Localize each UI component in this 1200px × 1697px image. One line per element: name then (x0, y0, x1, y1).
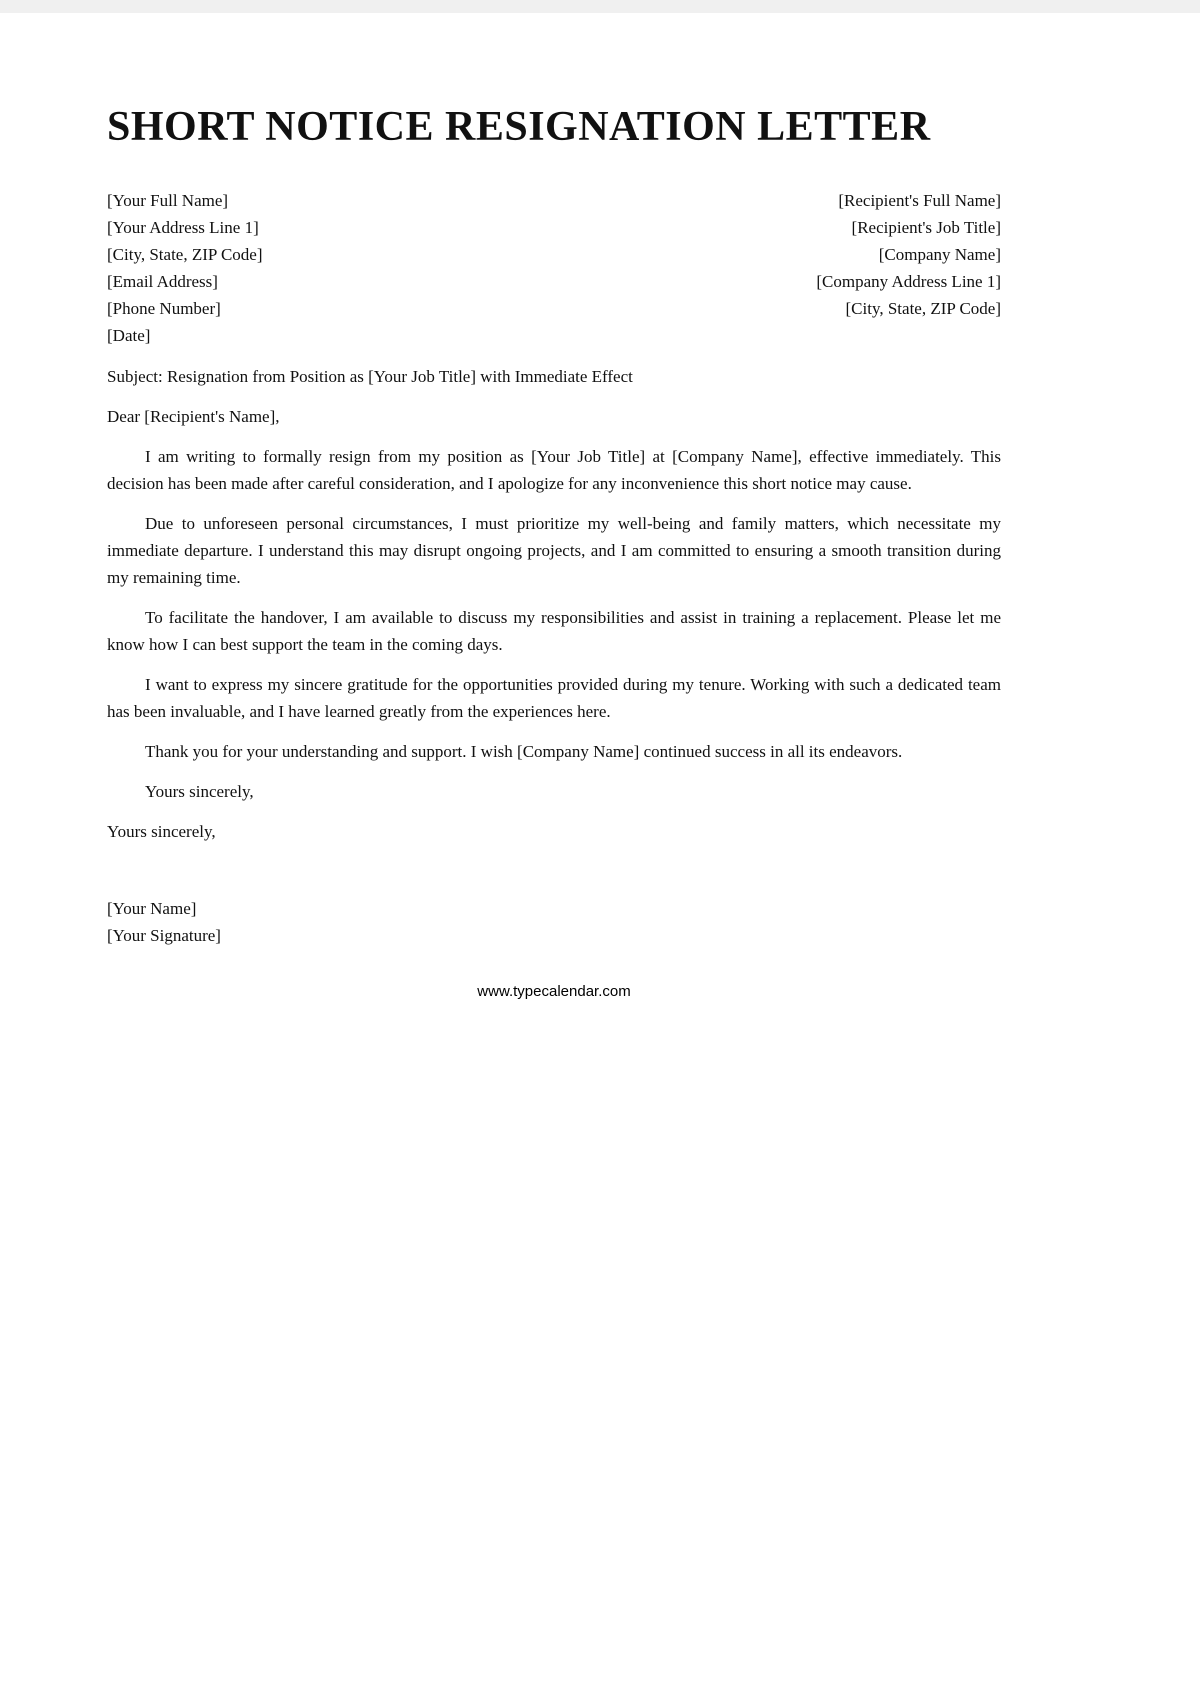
body-paragraph: Thank you for your understanding and support. I wish [Company Name] continued success in all its endeavors. (145, 742, 903, 761)
recipient-line: [Recipient's Full Name] (838, 191, 1001, 210)
body-paragraph: I am writing to formally resign from my position as [Your Job Title] at [Company Name], effective immediately. This decision has been made after careful consideration, and I apologize for any inconvenience this short notice may cause. (107, 447, 1001, 493)
sender-line: [Phone Number] (107, 299, 221, 318)
signature-block (107, 895, 1001, 949)
body-paragraph: I want to express my sincere gratitude for the opportunities provided during my tenure. Working with such a dedicated team has been invaluable, and I have learned greatly from the experiences here. (107, 675, 1001, 721)
letter-document (107, 103, 1001, 1001)
body-paragraph: Due to unforeseen personal circumstances, I must prioritize my well-being and family matters, which necessitate my immediate departure. I understand this may disrupt ongoing projects, and I am committed to ensuring a smooth transition during my remaining time. (107, 514, 1001, 587)
body-paragraph: To facilitate the handover, I am available to discuss my responsibilities and assist in training a replacement. Please let me know how I can best support the team in the coming days. (107, 608, 1001, 654)
recipient-line: [Recipient's Job Title] (851, 218, 1001, 237)
signature-name: [Your Name] (107, 899, 197, 918)
page-title: SHORT NOTICE RESIGNATION LETTER (107, 104, 931, 150)
signature-placeholder: [Your Signature] (107, 926, 221, 945)
sender-line: [City, State, ZIP Code] (107, 245, 263, 264)
sender-line: [Your Address Line 1] (107, 218, 259, 237)
page-top-edge (0, 0, 1200, 13)
recipient-line: [Company Address Line 1] (816, 272, 1001, 291)
footer-url: www.typecalendar.com (477, 983, 631, 1000)
sender-line: [Date] (107, 326, 151, 345)
closing-flush: Yours sincerely, (107, 822, 216, 841)
sender-line: [Email Address] (107, 272, 218, 291)
greeting-line: Dear [Recipient's Name], (107, 407, 280, 426)
letter-body (107, 363, 1001, 1001)
closing-indented: Yours sincerely, (145, 782, 254, 801)
sender-block (107, 187, 263, 349)
address-section (107, 187, 1001, 349)
subject-line: Subject: Resignation from Position as [Your Job Title] with Immediate Effect (107, 367, 633, 386)
recipient-line: [City, State, ZIP Code] (845, 299, 1001, 318)
sender-line: [Your Full Name] (107, 191, 229, 210)
recipient-line: [Company Name] (878, 245, 1001, 264)
recipient-block (816, 187, 1001, 349)
